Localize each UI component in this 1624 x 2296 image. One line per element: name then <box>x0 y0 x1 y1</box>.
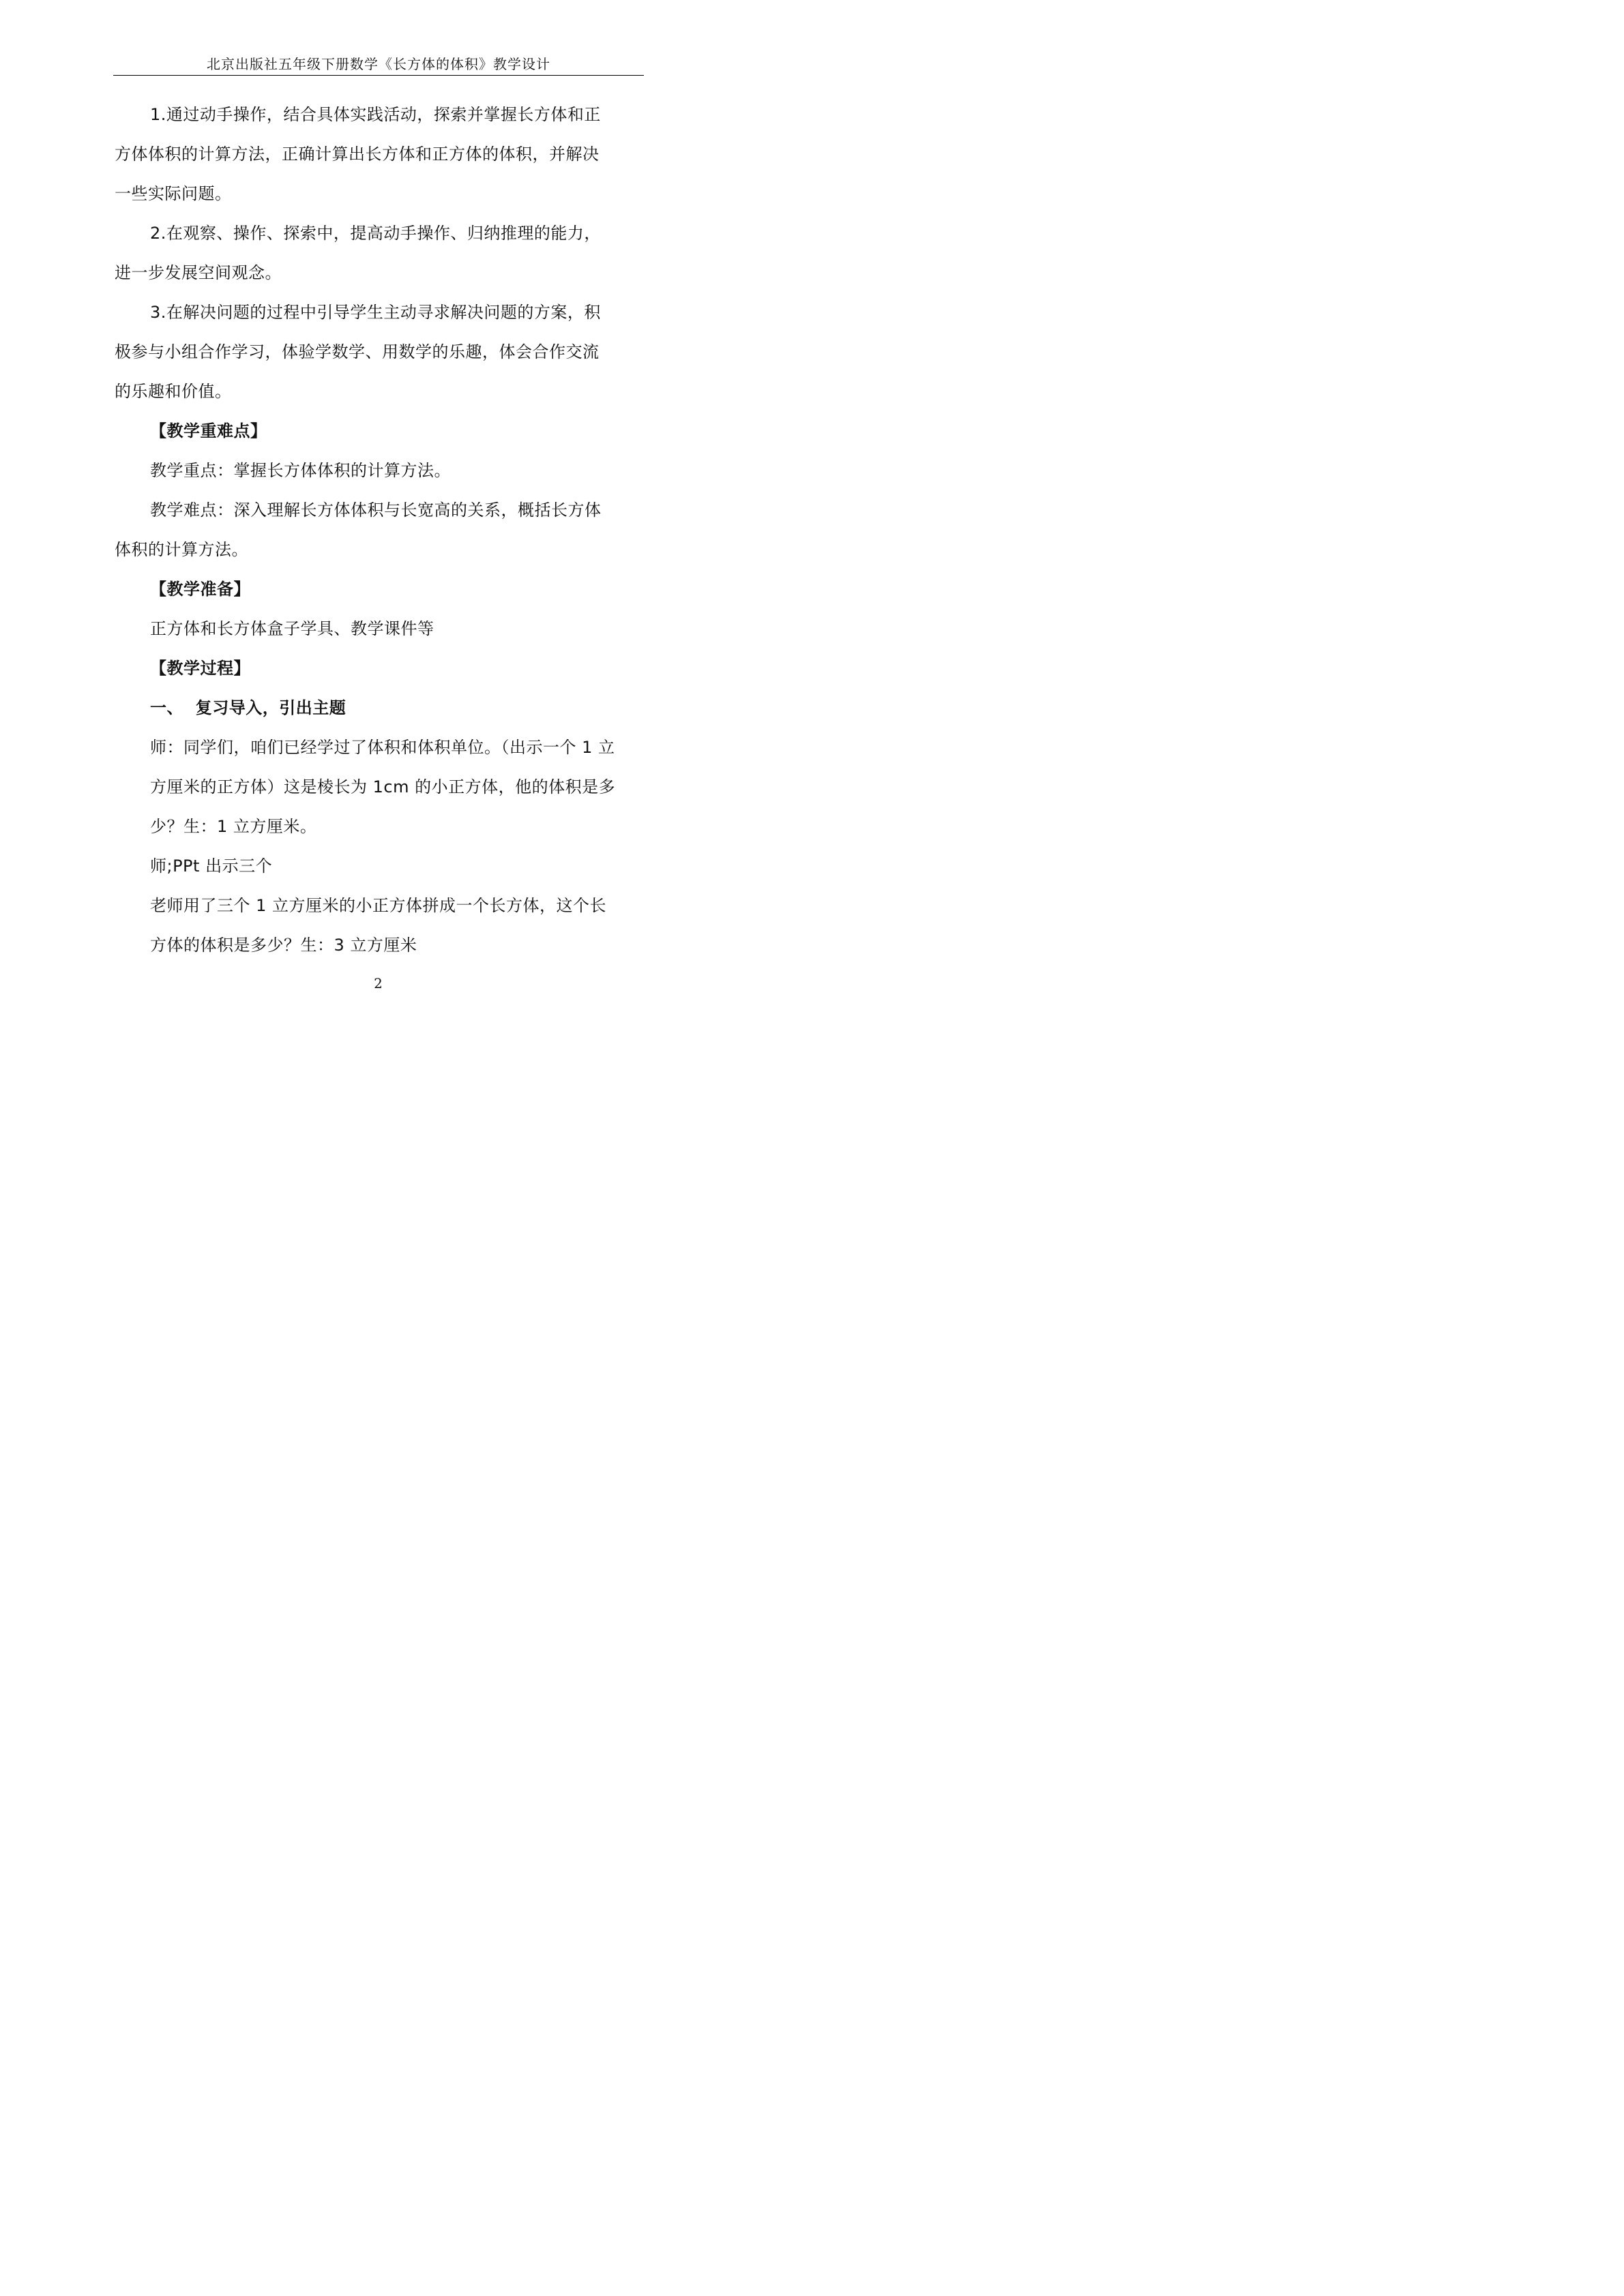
teaching-focus: 教学重点：掌握长方体体积的计算方法。 <box>150 461 451 480</box>
preparation-heading: 【教学准备】 <box>150 580 250 599</box>
dialogue-1-line-1: 师：同学们，咱们已经学过了体积和体积单位。（出示一个 1 立 <box>150 738 615 757</box>
goal-1-line-1: 1.通过动手操作，结合具体实践活动，探索并掌握长方体和正 <box>150 105 601 124</box>
dialogue-2: 师;PPt 出示三个 <box>150 856 273 876</box>
goal-1-line-3: 一些实际问题。 <box>115 184 232 203</box>
process-heading: 【教学过程】 <box>150 659 250 678</box>
page-header: 北京出版社五年级下册数学《长方体的体积》教学设计 <box>207 56 550 72</box>
goal-1-line-2: 方体体积的计算方法，正确计算出长方体和正方体的体积，并解决 <box>115 145 600 164</box>
dialogue-3-line-2: 方体的体积是多少？生：3 立方厘米 <box>150 936 417 955</box>
goal-3-line-2: 极参与小组合作学习，体验学数学、用数学的乐趣，体会合作交流 <box>115 342 600 361</box>
dialogue-1-line-3: 少？生：1 立方厘米。 <box>150 817 317 836</box>
teaching-difficulty-line-2: 体积的计算方法。 <box>115 540 248 559</box>
goal-2-line-2: 进一步发展空间观念。 <box>115 263 282 282</box>
dialogue-1-line-2: 方厘米的正方体）这是棱长为 1cm 的小正方体，他的体积是多 <box>150 777 616 796</box>
header-rule <box>113 75 644 76</box>
section-1-title: 一、 复习导入，引出主题 <box>150 698 346 717</box>
goal-3-line-1: 3.在解决问题的过程中引导学生主动寻求解决问题的方案，积 <box>150 303 601 322</box>
page-number: 2 <box>374 975 383 992</box>
key-points-heading: 【教学重难点】 <box>150 421 267 441</box>
goal-3-line-3: 的乐趣和价值。 <box>115 382 232 401</box>
preparation-text: 正方体和长方体盒子学具、教学课件等 <box>150 619 434 638</box>
teaching-difficulty-line-1: 教学难点：深入理解长方体体积与长宽高的关系，概括长方体 <box>150 501 602 520</box>
dialogue-3-line-1: 老师用了三个 1 立方厘米的小正方体拼成一个长方体，这个长 <box>150 896 607 915</box>
goal-2-line-1: 2.在观察、操作、探索中，提高动手操作、归纳推理的能力， <box>150 224 601 243</box>
